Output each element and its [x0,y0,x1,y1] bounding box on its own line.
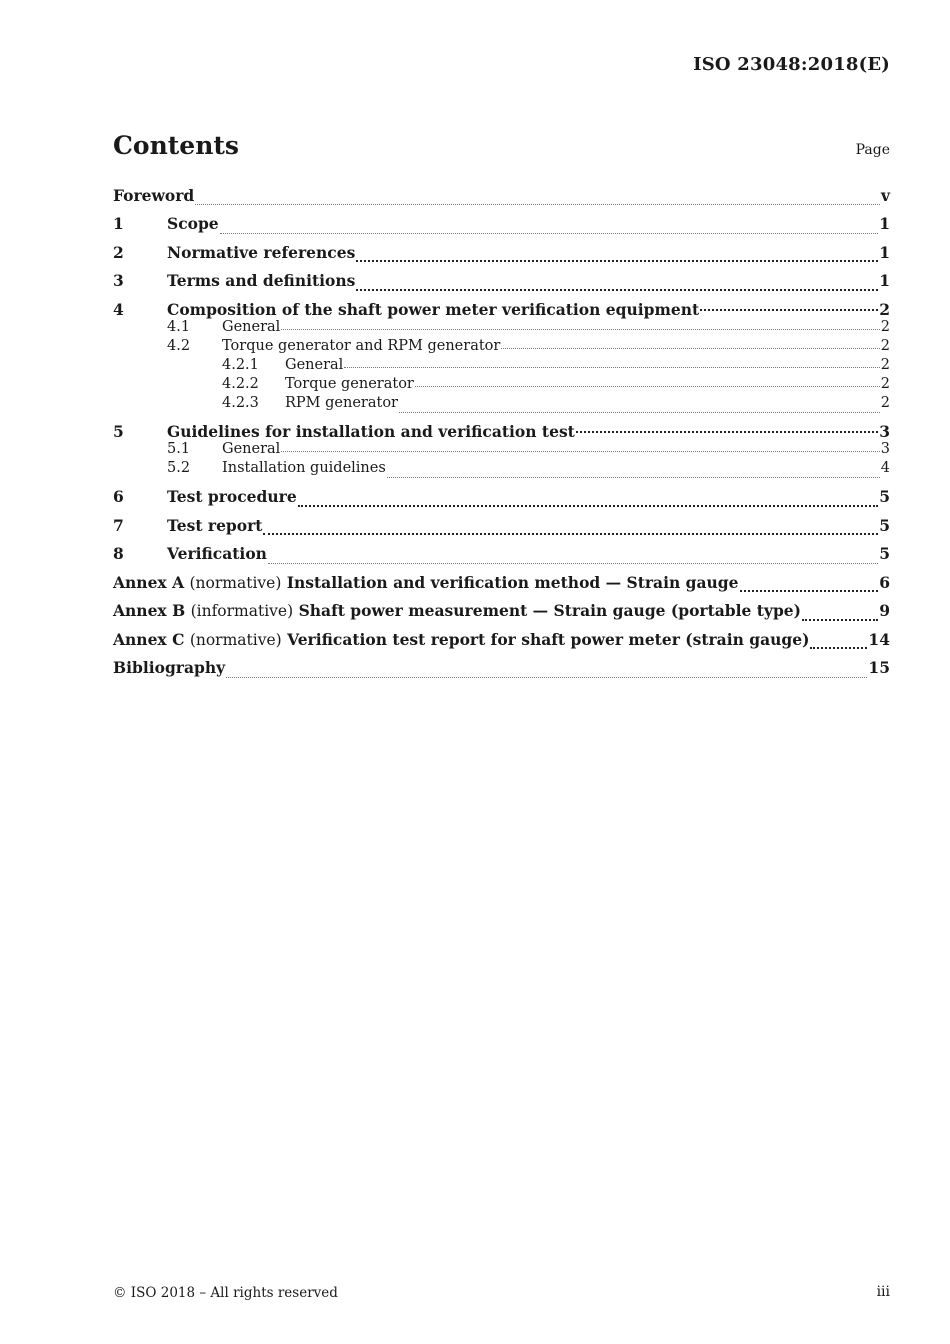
toc-entry-test-procedure[interactable] [113,485,890,514]
toc-entry-number: 4.2.1 [222,356,259,373]
toc-entry-page: 2 [880,356,890,373]
toc-entry-title: Shaft power measurement — Strain gauge (portable type) [298,601,801,621]
toc-entry-bibliography[interactable] [113,656,890,685]
dot-leader [576,427,878,433]
toc-entry-page: 4 [880,460,890,477]
table-of-contents [113,184,890,685]
toc-entry-number: 1 [113,214,124,233]
toc-entry-page: 6 [879,572,890,592]
toc-entry-title: Terms and definitions [167,271,356,290]
dot-leader [298,501,879,507]
toc-entry-title: Installation and verification method — Strain gauge [286,572,739,592]
toc-entry-number: 5 [113,422,124,442]
dot-leader [195,200,880,205]
dot-leader [810,643,867,649]
toc-entry-page: 2 [879,299,890,319]
toc-entry-title: Test procedure [167,487,297,507]
dot-leader [281,325,879,330]
page-number: iii [876,1284,890,1300]
toc-entry-page: 2 [880,376,890,393]
page-column-label: Page [855,142,890,158]
toc-entry-page: 5 [879,487,890,507]
toc-entry-page: 14 [868,629,890,649]
toc-entry-title: Torque generator and RPM generator [222,337,501,354]
toc-entry-number: 3 [113,271,124,290]
toc-entry-number: 5.1 [167,441,191,458]
toc-entry-page: 15 [868,658,890,678]
copyright-notice: © ISO 2018 – All rights reserved [113,1285,338,1301]
toc-entry-terms-and-definitions[interactable] [113,269,890,298]
dot-leader [399,408,880,413]
dot-leader [415,382,880,387]
toc-entry-title: Verification test report for shaft power meter (strain gauge) [287,629,810,649]
toc-entry-number: 8 [113,544,124,564]
annex-label: Annex C [113,629,185,649]
toc-entry-number: 4.2.2 [222,376,259,393]
toc-entry-number: 4.1 [167,318,191,335]
dot-leader [263,529,878,535]
annex-type: (normative) [189,630,282,649]
toc-entry-number: 2 [113,242,124,262]
toc-entry-normative-references[interactable] [113,241,890,270]
toc-entry-foreword[interactable] [113,184,890,212]
toc-entry-page: 1 [879,242,890,262]
toc-entry-test-report[interactable] [113,514,890,543]
toc-entry-page: 3 [879,422,890,442]
toc-entry-title: General [222,441,281,458]
toc-entry-page: v [880,186,890,205]
dot-leader [220,229,879,234]
toc-subentry-4-2-1[interactable] [113,356,890,375]
toc-entry-annex-a[interactable] [113,571,890,600]
toc-entry-number: 6 [113,487,124,507]
annex-type: (informative) [190,602,294,621]
toc-entry-page: 9 [879,601,890,621]
dot-leader [356,256,878,262]
toc-entry-title: Composition of the shaft power meter verification equipment [167,299,700,319]
contents-heading: Contents [113,131,240,160]
document-id: ISO 23048:2018(E) [693,54,890,75]
dot-leader [802,615,878,621]
toc-entry-title: General [285,356,344,373]
dot-leader [700,305,878,311]
toc-subentry-5-2[interactable] [113,459,890,485]
toc-subentry-4-2-3[interactable] [113,394,890,420]
toc-entry-number: 4.2.3 [222,395,259,412]
toc-entry-page: 2 [880,318,890,335]
toc-entry-number: 4 [113,299,124,319]
toc-entry-scope[interactable] [113,212,890,241]
toc-entry-composition[interactable] [113,298,890,318]
annex-label: Annex A [113,572,185,592]
dot-leader [356,285,878,291]
toc-entry-page: 5 [879,515,890,535]
toc-entry-page: 2 [880,395,890,412]
dot-leader [268,559,878,564]
toc-entry-number: 4.2 [167,337,191,354]
dot-leader [740,586,879,592]
toc-entry-annex-b[interactable] [113,599,890,628]
dot-leader [387,473,880,478]
toc-entry-page: 1 [879,271,890,290]
toc-entry-page: 5 [879,544,890,564]
toc-entry-guidelines[interactable] [113,420,890,440]
dot-leader [501,344,879,349]
toc-entry-title: General [222,318,281,335]
toc-entry-page: 3 [880,441,890,458]
dot-leader [281,447,879,452]
toc-entry-title: Verification [167,544,267,564]
toc-entry-title: Normative references [167,242,356,262]
toc-subentry-4-2-2[interactable] [113,375,890,394]
toc-entry-page: 1 [879,214,890,233]
dot-leader [344,363,879,368]
dot-leader [226,673,867,678]
annex-label: Annex B [113,601,186,621]
annex-type: (normative) [189,573,282,592]
toc-entry-title: Test report [167,515,263,535]
toc-subentry-4-2[interactable] [113,337,890,356]
toc-entry-title: Bibliography [113,658,226,678]
toc-entry-title: Scope [167,214,219,233]
toc-entry-number: 5.2 [167,460,191,477]
toc-entry-title: RPM generator [285,395,398,412]
toc-entry-annex-c[interactable] [113,628,890,657]
toc-entry-title: Guidelines for installation and verification test [167,422,575,442]
toc-entry-page: 2 [880,337,890,354]
toc-entry-title: Torque generator [285,376,414,393]
toc-entry-title: Foreword [113,186,195,205]
toc-entry-number: 7 [113,515,124,535]
toc-entry-verification[interactable] [113,542,890,571]
toc-entry-title: Installation guidelines [222,460,386,477]
